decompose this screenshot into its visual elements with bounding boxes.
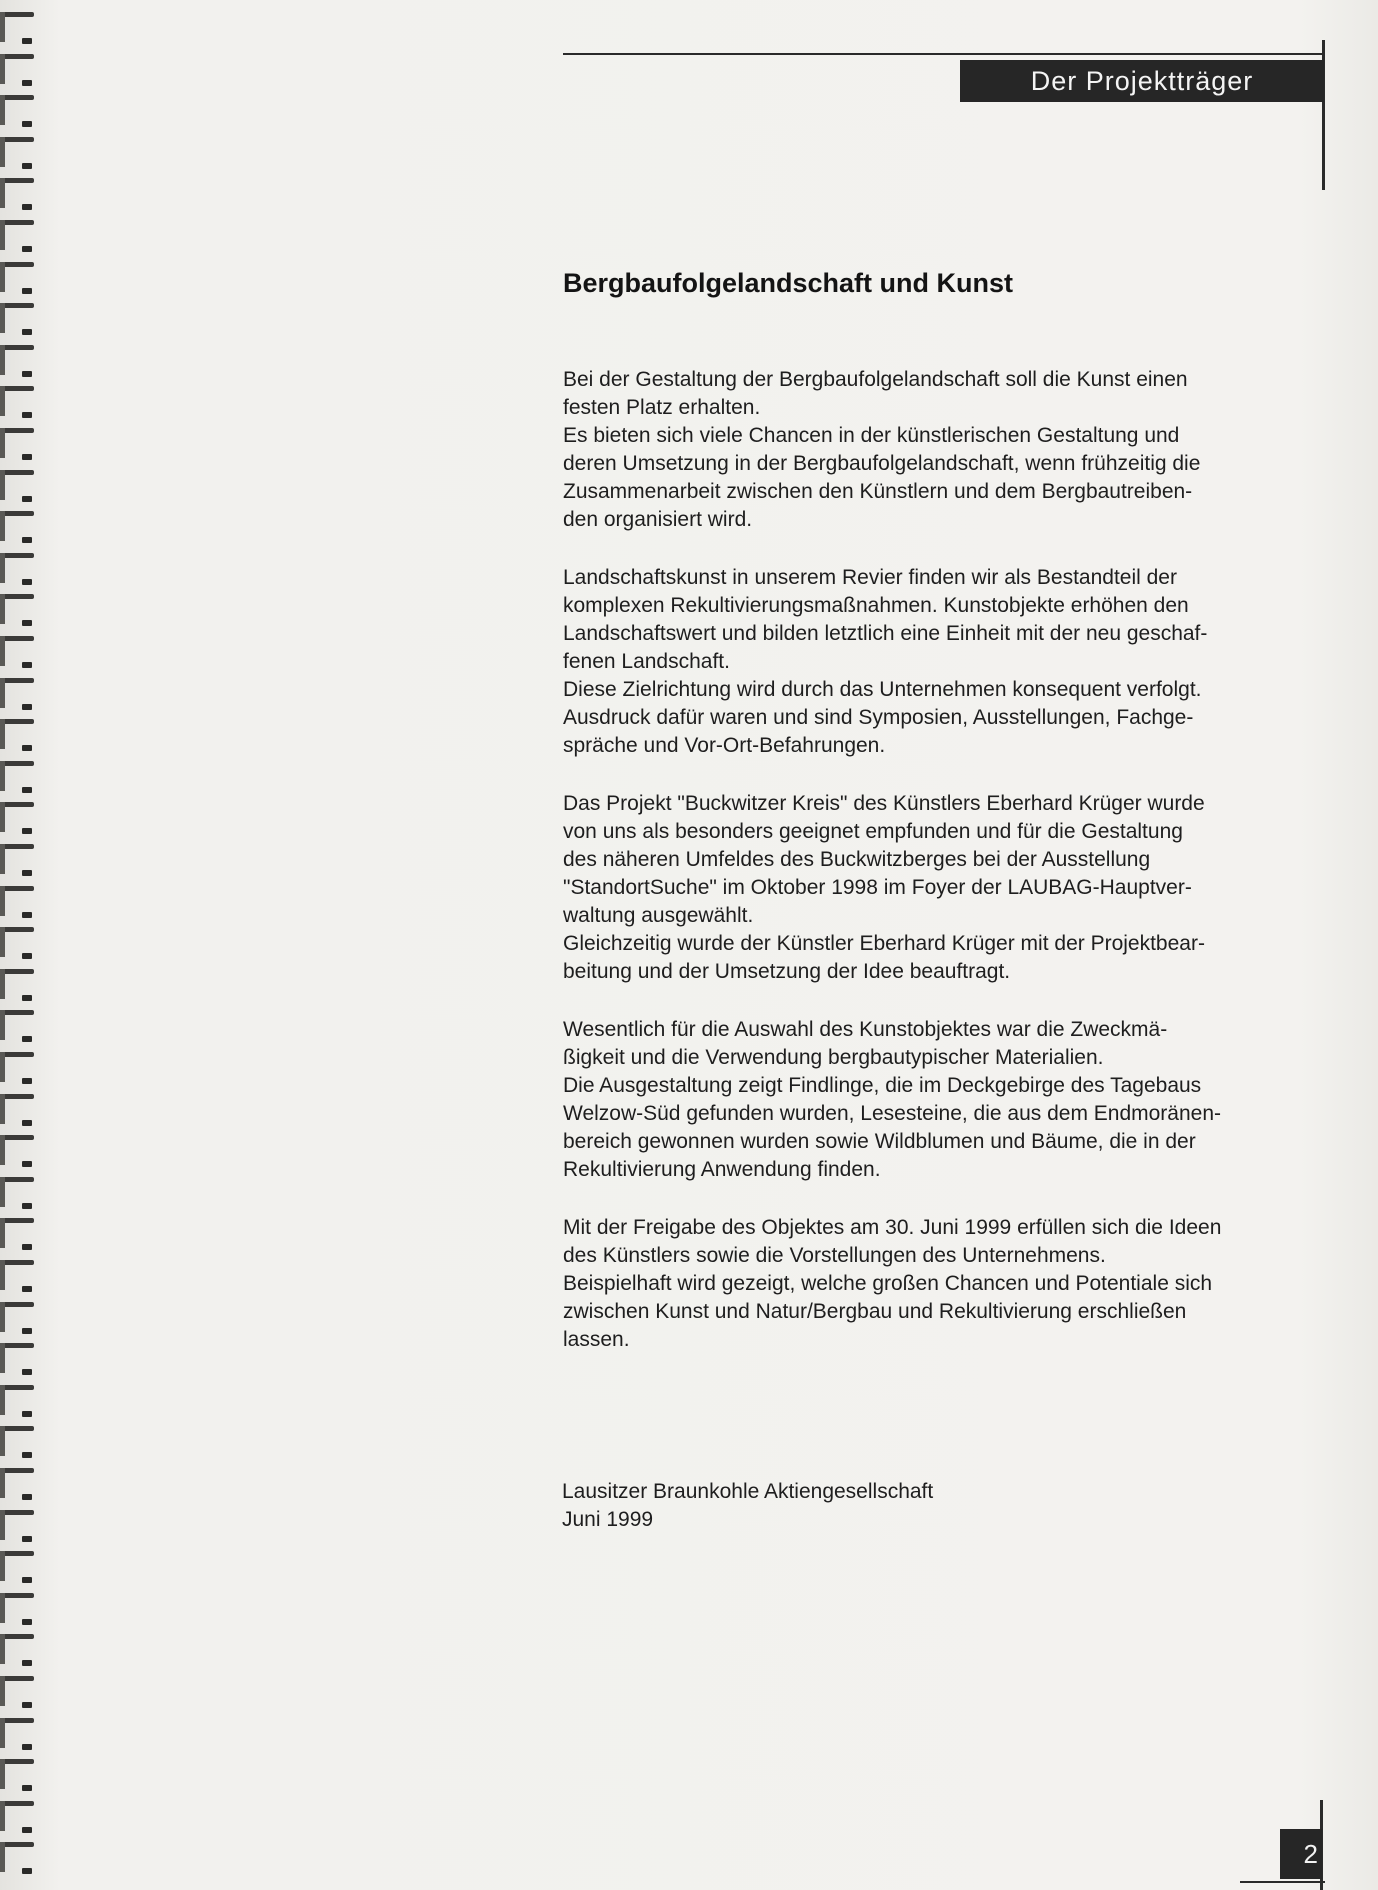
binding-ring xyxy=(0,969,34,999)
text-line: Es bieten sich viele Chancen in der künstlerischen Gestaltung und xyxy=(563,424,1180,447)
binding-ring xyxy=(0,1468,34,1498)
text-line: waltung ausgewählt. xyxy=(563,904,754,927)
text-line: ßigkeit und die Verwendung bergbautypischer Materialien. xyxy=(563,1046,1104,1069)
text-line: deren Umsetzung in der Bergbaufolgelandschaft, wenn frühzeitig die xyxy=(563,452,1201,475)
section-label: Der Projektträger xyxy=(960,60,1324,102)
text-line: des Künstlers sowie die Vorstellungen des Unternehmens. xyxy=(563,1244,1106,1267)
binding-ring xyxy=(0,1801,34,1831)
binding-ring xyxy=(0,1177,34,1207)
signature-organization: Lausitzer Braunkohle Aktiengesellschaft xyxy=(562,1480,934,1503)
binding-ring xyxy=(0,470,34,500)
article-body xyxy=(563,366,1323,1384)
text-line: festen Platz erhalten. xyxy=(563,396,761,419)
paragraph-2 xyxy=(563,564,1323,760)
binding-ring xyxy=(0,178,34,208)
binding-ring xyxy=(0,719,34,749)
binding-ring xyxy=(0,1510,34,1540)
binding-ring xyxy=(0,761,34,791)
text-line: Mit der Freigabe des Objektes am 30. Juni 1999 erfüllen sich die Ideen xyxy=(563,1216,1222,1239)
text-line: komplexen Rekultivierungsmaßnahmen. Kunstobjekte erhöhen den xyxy=(563,594,1189,617)
paragraph-5 xyxy=(563,1214,1323,1354)
paragraph-1 xyxy=(563,366,1323,534)
binding-ring xyxy=(0,594,34,624)
text-line: Zusammenarbeit zwischen den Künstlern und dem Bergbautreiben- xyxy=(563,480,1193,503)
binding-ring xyxy=(0,1218,34,1248)
text-line: beitung und der Umsetzung der Idee beauftragt. xyxy=(563,960,1011,983)
binding-ring xyxy=(0,511,34,541)
binding-ring xyxy=(0,1094,34,1124)
binding-ring xyxy=(0,678,34,708)
binding-ring xyxy=(0,345,34,375)
text-line: zwischen Kunst und Natur/Bergbau und Rekultivierung erschließen xyxy=(563,1300,1187,1323)
binding-ring xyxy=(0,1385,34,1415)
text-line: Rekultivierung Anwendung finden. xyxy=(563,1158,881,1181)
binding-ring xyxy=(0,636,34,666)
text-line: Das Projekt "Buckwitzer Kreis" des Künstlers Eberhard Krüger wurde xyxy=(563,792,1205,815)
binding-ring xyxy=(0,54,34,84)
binding-ring xyxy=(0,386,34,416)
binding-ring xyxy=(0,1759,34,1789)
text-line: bereich gewonnen wurden sowie Wildblumen und Bäume, die in der xyxy=(563,1130,1196,1153)
binding-ring xyxy=(0,802,34,832)
text-line: Bei der Gestaltung der Bergbaufolgelandschaft soll die Kunst einen xyxy=(563,368,1188,391)
text-line: fenen Landschaft. xyxy=(563,650,730,673)
binding-ring xyxy=(0,1842,34,1872)
binding-ring xyxy=(0,1260,34,1290)
text-line: von uns als besonders geeignet empfunden und für die Gestaltung xyxy=(563,820,1183,843)
binding-ring xyxy=(0,1676,34,1706)
text-line: lassen. xyxy=(563,1328,630,1351)
text-line: Gleichzeitig wurde der Künstler Eberhard Krüger mit der Projektbear- xyxy=(563,932,1205,955)
binding-ring xyxy=(0,1010,34,1040)
spiral-binding xyxy=(0,0,42,1890)
binding-ring xyxy=(0,220,34,250)
text-line: des näheren Umfeldes des Buckwitzberges bei der Ausstellung xyxy=(563,848,1151,871)
text-line: spräche und Vor-Ort-Befahrungen. xyxy=(563,734,886,757)
binding-ring xyxy=(0,303,34,333)
binding-ring xyxy=(0,553,34,583)
text-line: Landschaftswert und bilden letztlich eine Einheit mit der neu geschaf- xyxy=(563,622,1208,645)
header-rule xyxy=(563,53,1323,55)
text-line: Diese Zielrichtung wird durch das Unternehmen konsequent verfolgt. xyxy=(563,678,1202,701)
text-line: Beispielhaft wird gezeigt, welche großen Chancen und Potentiale sich xyxy=(563,1272,1213,1295)
text-line: den organisiert wird. xyxy=(563,508,753,531)
page-number: 2 xyxy=(1280,1829,1322,1879)
binding-ring xyxy=(0,1426,34,1456)
article-heading: Bergbaufolgelandschaft und Kunst xyxy=(563,268,1014,298)
binding-ring xyxy=(0,927,34,957)
binding-ring xyxy=(0,886,34,916)
binding-ring xyxy=(0,428,34,458)
binding-ring xyxy=(0,1052,34,1082)
text-line: Die Ausgestaltung zeigt Findlinge, die im Deckgebirge des Tagebaus xyxy=(563,1074,1202,1097)
binding-ring xyxy=(0,1593,34,1623)
paragraph-4 xyxy=(563,1016,1323,1184)
signature-date: Juni 1999 xyxy=(562,1508,654,1531)
text-line: Ausdruck dafür waren und sind Symposien, Ausstellungen, Fachge- xyxy=(563,706,1194,729)
binding-ring xyxy=(0,844,34,874)
binding-ring xyxy=(0,1718,34,1748)
binding-ring xyxy=(0,137,34,167)
binding-ring xyxy=(0,12,34,42)
binding-ring xyxy=(0,1135,34,1165)
text-line: Welzow-Süd gefunden wurden, Lesesteine, die aus dem Endmoränen- xyxy=(563,1102,1222,1125)
text-line: Wesentlich für die Auswahl des Kunstobjektes war die Zweckmä- xyxy=(563,1018,1168,1041)
paragraph-3 xyxy=(563,790,1323,986)
signature-block xyxy=(562,1478,933,1534)
binding-ring xyxy=(0,1551,34,1581)
binding-ring xyxy=(0,1634,34,1664)
binding-ring xyxy=(0,1302,34,1332)
footer-rule xyxy=(1240,1881,1325,1883)
text-line: "StandortSuche" im Oktober 1998 im Foyer der LAUBAG-Hauptver- xyxy=(563,876,1192,899)
text-line: Landschaftskunst in unserem Revier finden wir als Bestandteil der xyxy=(563,566,1177,589)
binding-ring xyxy=(0,95,34,125)
binding-ring xyxy=(0,1343,34,1373)
binding-ring xyxy=(0,262,34,292)
